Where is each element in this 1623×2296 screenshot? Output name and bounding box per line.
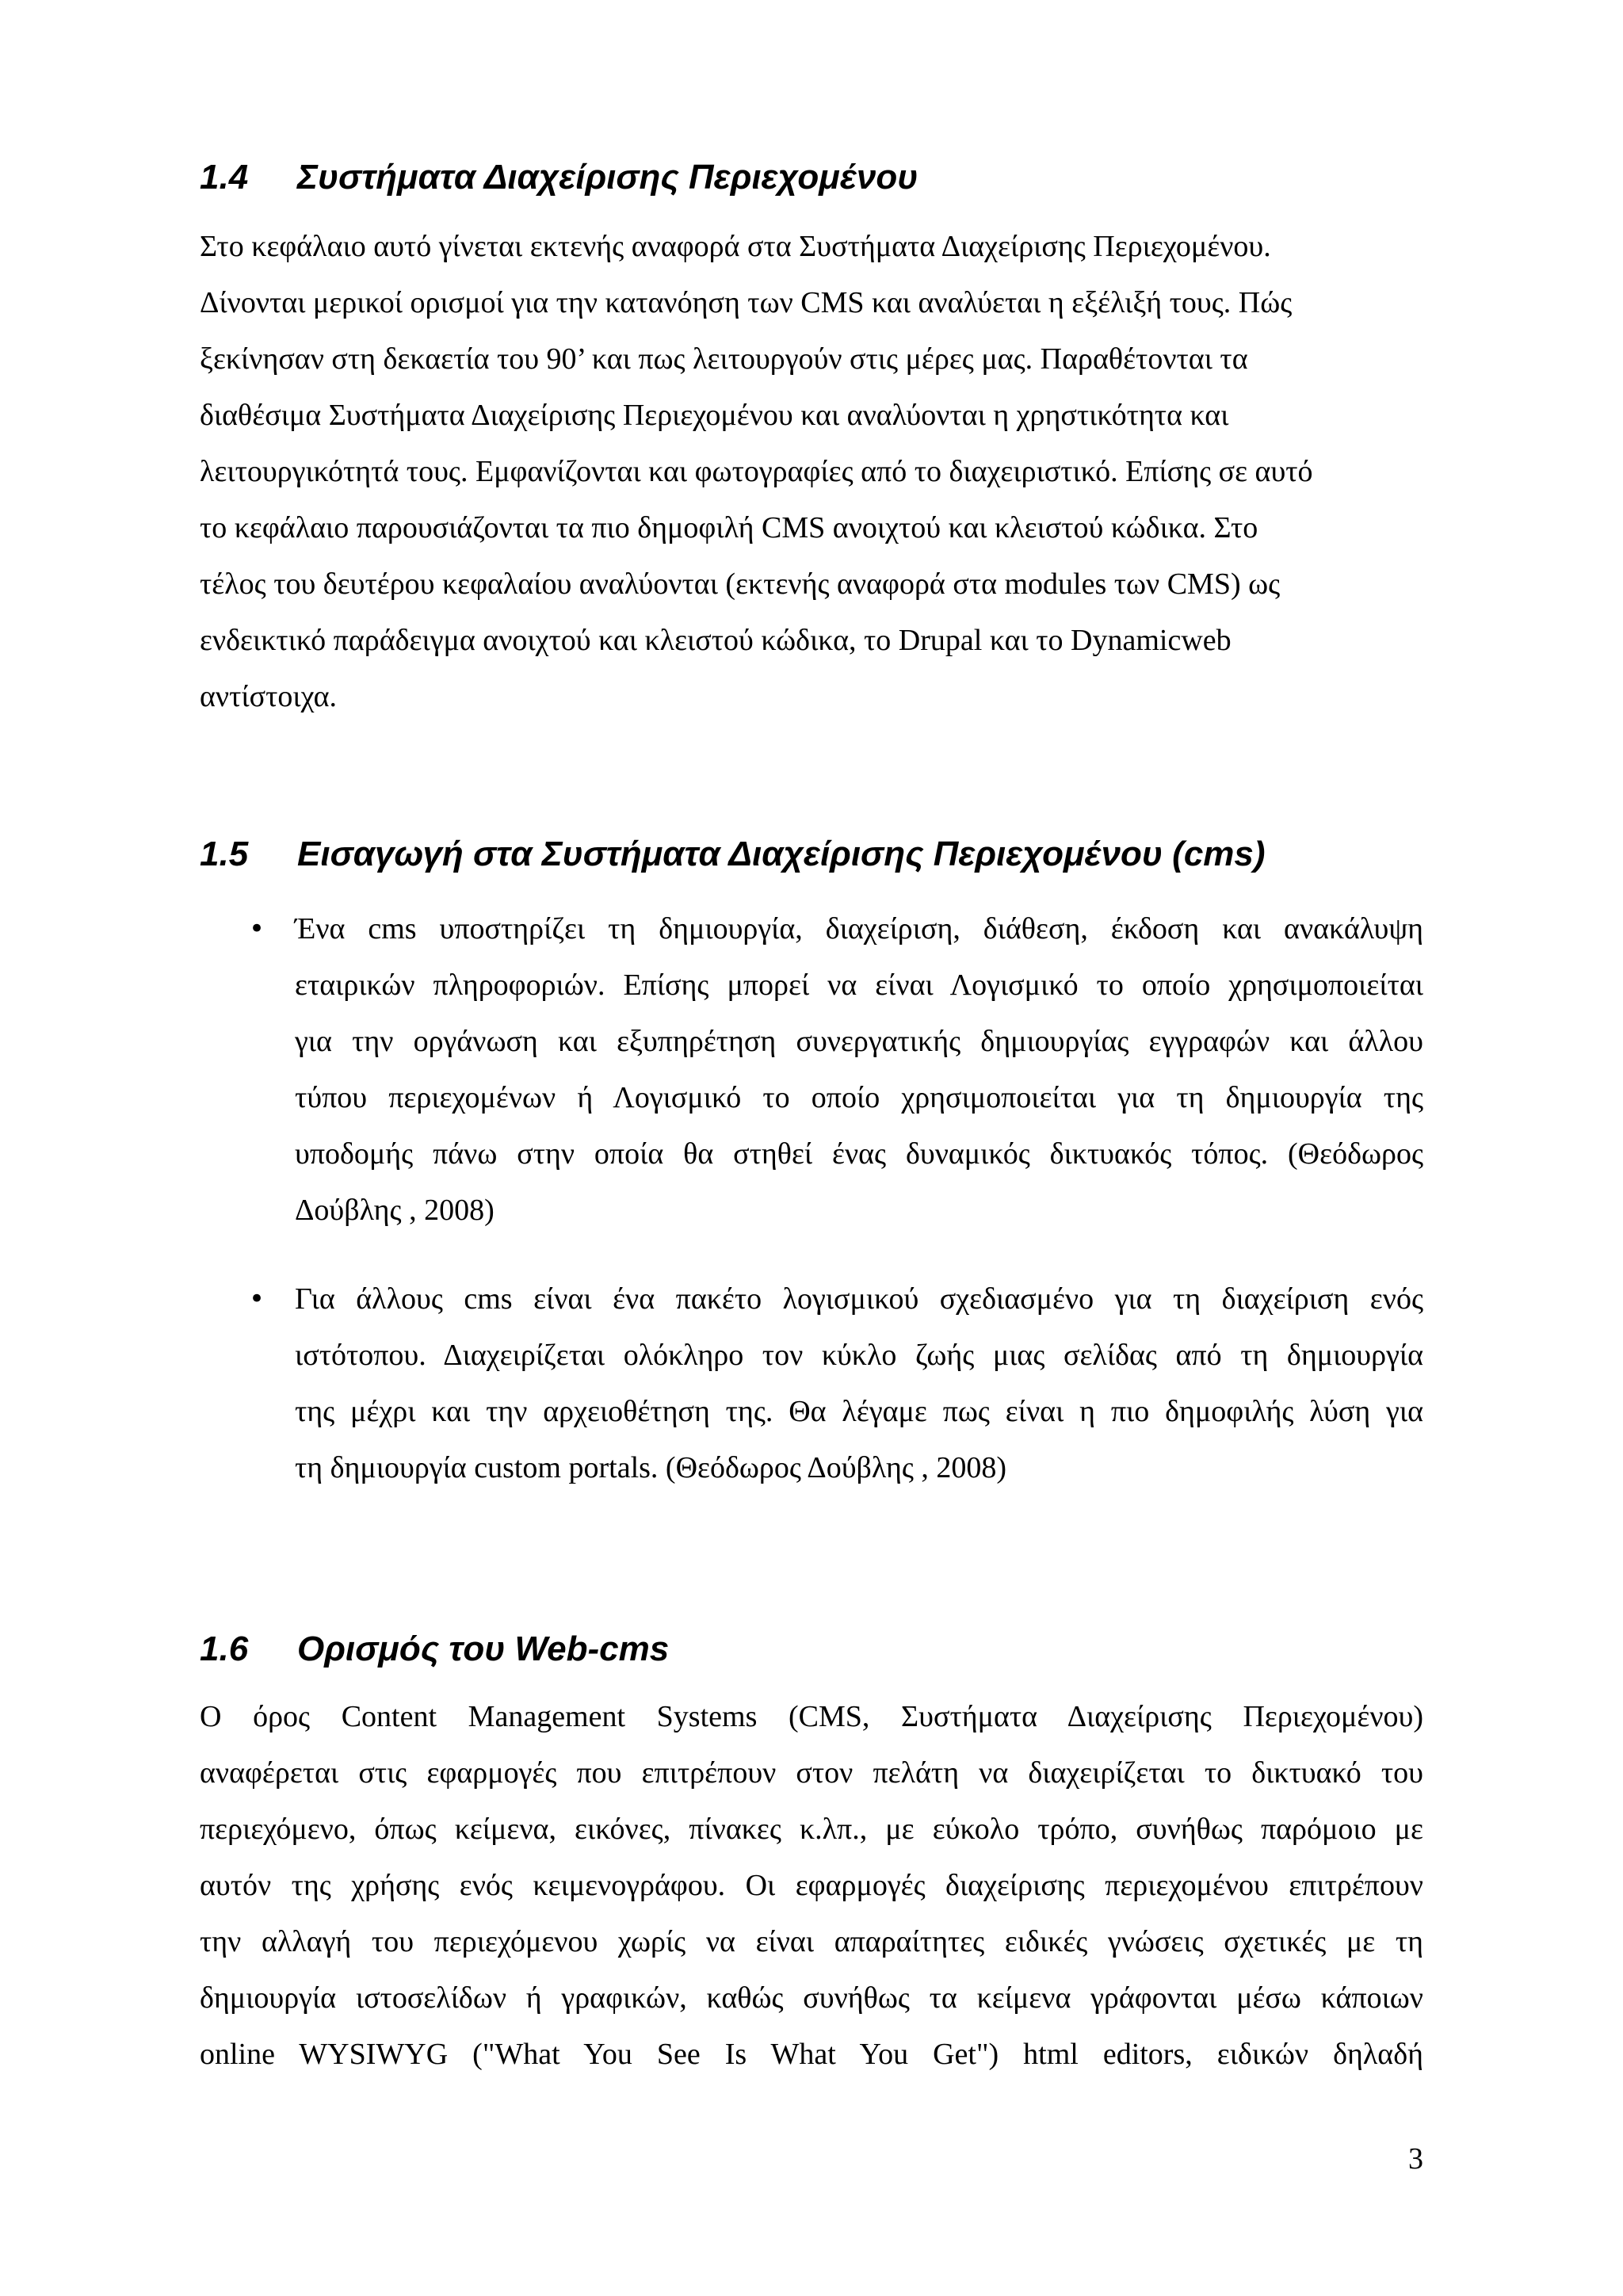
text-line: υποδομής πάνω στην οποία θα στηθεί ένας δυναμικός δικτυακός τόπος. (Θεόδωρος — [295, 1137, 1423, 1171]
section-title: Ορισμός του Web-cms — [297, 1629, 670, 1668]
bullet-icon: • — [249, 1283, 265, 1315]
section-number: 1.6 — [200, 1629, 249, 1668]
text-line: online WYSIWYG ("What You See Is What You Get") html editors, ειδικών δηλαδή — [200, 2038, 1423, 2071]
text-line: Δούβλης , 2008) — [295, 1194, 495, 1227]
page-number: 3 — [1408, 2142, 1423, 2176]
text-line: τη δημιουργία custom portals. (Θεόδωρος Δούβλης , 2008) — [295, 1451, 1007, 1484]
text-line: Δίνονται μερικοί ορισμοί για την κατανόηση των CMS και αναλύεται η εξέλιξή τους. Πώς — [200, 286, 1293, 319]
section-title: Εισαγωγή στα Συστήματα Διαχείρισης Περιεχομένου (cms) — [297, 835, 1266, 873]
section-heading-1-5 — [200, 837, 1266, 872]
text-line: τέλος του δευτέρου κεφαλαίου αναλύονται (εκτενής αναφορά στα modules των CMS) ως — [200, 567, 1281, 601]
bullet-text — [295, 1271, 1423, 1496]
text-line: ιστότοπου. Διαχειρίζεται ολόκληρο τον κύκλο ζωής μιας σελίδας από τη δημιουργία — [295, 1339, 1423, 1372]
text-line: διαθέσιμα Συστήματα Διαχείρισης Περιεχομένου και αναλύονται η χρηστικότητα και — [200, 399, 1229, 432]
text-line: αυτόν της χρήσης ενός κειμενογράφου. Οι εφαρμογές διαχείρισης περιεχομένου επιτρέπουν — [200, 1869, 1423, 1902]
bullet-icon: • — [249, 913, 265, 945]
text-line: Για άλλους cms είναι ένα πακέτο λογισμικού σχεδιασμένο για τη διαχείριση ενός — [295, 1282, 1423, 1316]
text-line: Ο όρος Content Management Systems (CMS, Συστήματα Διαχείρισης Περιεχομένου) — [200, 1700, 1423, 1733]
section-number: 1.4 — [200, 158, 249, 197]
section-heading-1-6 — [200, 1629, 670, 1668]
text-line: ενδεικτικό παράδειγμα ανοιχτού και κλειστού κώδικα, το Drupal και το Dynamicweb — [200, 624, 1232, 657]
section-title: Συστήματα Διαχείρισης Περιεχομένου — [297, 158, 918, 197]
bullet-item-1 — [200, 901, 1423, 1242]
text-line: της μέχρι και την αρχειοθέτηση της. Θα λέγαμε πως είναι η πιο δημοφιλής λύση για — [295, 1395, 1423, 1428]
paragraph-definition — [200, 1689, 1423, 2083]
section-heading-1-4 — [200, 160, 918, 195]
text-line: για την οργάνωση και εξυπηρέτηση συνεργατικής δημιουργίας εγγραφών και άλλου — [295, 1025, 1423, 1058]
bullet-item-2 — [200, 1271, 1423, 1501]
text-line: Στο κεφάλαιο αυτό γίνεται εκτενής αναφορά στα Συστήματα Διαχείρισης Περιεχομένου. — [200, 230, 1271, 263]
text-line: ξεκίνησαν στη δεκαετία του 90’ και πως λειτουργούν στις μέρες μας. Παραθέτονται τα — [200, 342, 1248, 376]
paragraph-intro — [200, 219, 1423, 725]
text-line: τύπου περιεχομένων ή Λογισμικό το οποίο χρησιμοποιείται για τη δημιουργία της — [295, 1081, 1423, 1114]
text-line: δημιουργία ιστοσελίδων ή γραφικών, καθώς συνήθως τα κείμενα γράφονται μέσω κάποιων — [200, 1981, 1423, 2015]
text-line: αναφέρεται στις εφαρμογές που επιτρέπουν στον πελάτη να διαχειρίζεται το δικτυακό του — [200, 1756, 1423, 1790]
text-line: περιεχόμενο, όπως κείμενα, εικόνες, πίνακες κ.λπ., με εύκολο τρόπο, συνήθως παρόμοιο με — [200, 1813, 1423, 1846]
text-line: λειτουργικότητά τους. Εμφανίζονται και φωτογραφίες από το διαχειριστικό. Επίσης σε αυτό — [200, 455, 1313, 488]
text-line: Ένα cms υποστηρίζει τη δημιουργία, διαχείριση, διάθεση, έκδοση και ανακάλυψη — [295, 912, 1423, 946]
text-line: εταιρικών πληροφοριών. Επίσης μπορεί να είναι Λογισμικό το οποίο χρησιμοποιείται — [295, 968, 1423, 1002]
text-line: αντίστοιχα. — [200, 680, 338, 713]
bullet-text — [295, 901, 1423, 1239]
section-number: 1.5 — [200, 835, 249, 873]
text-line: το κεφάλαιο παρουσιάζονται τα πιο δημοφιλή CMS ανοιχτού και κλειστού κώδικα. Στο — [200, 511, 1258, 544]
text-line: την αλλαγή του περιεχόμενου χωρίς να είναι απαραίτητες ειδικές γνώσεις σχετικές με τη — [200, 1925, 1423, 1958]
